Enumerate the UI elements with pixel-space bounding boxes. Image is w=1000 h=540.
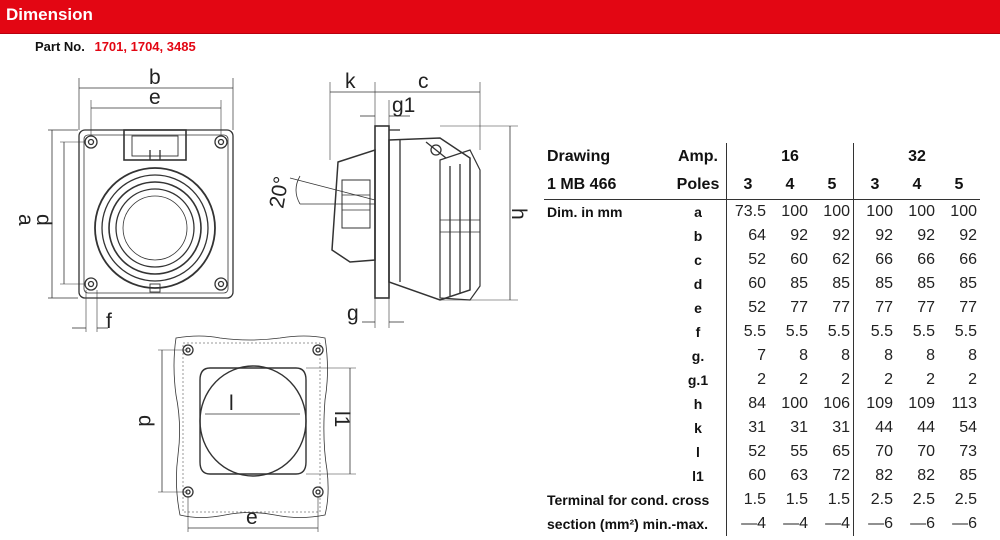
dim-value: 85: [959, 467, 977, 484]
dim-value: 5.5: [912, 323, 935, 340]
amp-16-header: 16: [727, 143, 854, 171]
dim-value: 5.5: [727, 320, 770, 344]
dim-value: 31: [790, 419, 808, 436]
dim-value: 44: [854, 416, 897, 440]
dim-symbol: e: [694, 300, 702, 316]
dim-symbol: g.1: [687, 372, 709, 388]
dim-value: 92: [790, 227, 808, 244]
dim-label-b: b: [149, 66, 161, 89]
dim-value: 85: [854, 272, 897, 296]
dim-value: 92: [959, 227, 977, 244]
terminal-max-value: —6: [952, 515, 977, 532]
terminal-row-min: [544, 488, 980, 512]
dim-value: 64: [727, 224, 770, 248]
dim-value: 109: [908, 395, 935, 412]
dim-value: 70: [917, 443, 935, 460]
dim-value: 54: [959, 419, 977, 436]
amp-label: Amp.: [678, 148, 718, 165]
dim-value: 5.5: [954, 323, 977, 340]
dim-value: 77: [959, 299, 977, 316]
table-row: [544, 224, 980, 248]
dim-value: 85: [959, 275, 977, 292]
dim-value: 60: [727, 272, 770, 296]
part-number-label: Part No.: [35, 39, 85, 54]
dim-value: 106: [823, 395, 850, 412]
dim-value: 5.5: [827, 323, 850, 340]
dim-value: 85: [790, 275, 808, 292]
dim-value: 73: [959, 443, 977, 460]
side-view: [290, 82, 518, 328]
dim-label-g: g: [347, 302, 359, 325]
table-row: [544, 320, 980, 344]
dim-value: 92: [854, 224, 897, 248]
dim-unit-label: [544, 272, 670, 296]
dim-symbol: c: [694, 252, 702, 268]
front-view: [48, 78, 233, 332]
dim-symbol: f: [695, 324, 701, 340]
dim-symbol: l: [696, 444, 700, 460]
dim-value: 8: [854, 344, 897, 368]
dim-value: 66: [854, 248, 897, 272]
terminal-max-value: —4: [825, 515, 850, 532]
table-row: [544, 392, 980, 416]
dim-value: 8: [926, 347, 935, 364]
dim-unit-label: [544, 416, 670, 440]
dim-symbol: l1: [692, 468, 704, 484]
dim-label-d: d: [32, 214, 55, 226]
dim-value: 31: [727, 416, 770, 440]
dim-value: 100: [781, 203, 808, 220]
dim-value: 60: [727, 464, 770, 488]
dim-value: 2: [854, 368, 897, 392]
dim-label-h: h: [507, 208, 530, 220]
table-head-row-amp: [544, 143, 980, 171]
dim-value: 2: [968, 371, 977, 388]
dim-value: 82: [917, 467, 935, 484]
dim-value: 109: [854, 392, 897, 416]
poles-header: 3: [854, 171, 897, 200]
dim-label-g1: g1: [392, 94, 416, 117]
dim-value: 77: [854, 296, 897, 320]
dim-value: 52: [727, 440, 770, 464]
dim-value: 100: [908, 203, 935, 220]
dim-value: 66: [917, 251, 935, 268]
dim-unit-label: [544, 320, 670, 344]
poles-header: 5: [938, 171, 980, 200]
dim-symbol: h: [693, 396, 703, 412]
dim-value: 77: [790, 299, 808, 316]
poles-header: 4: [769, 171, 811, 200]
dim-value: 82: [854, 464, 897, 488]
table-row: [544, 248, 980, 272]
cutout-label-e: e: [246, 506, 258, 529]
dim-value: 5.5: [854, 320, 897, 344]
dim-value: 113: [951, 395, 977, 412]
dim-value: 60: [790, 251, 808, 268]
dim-value: 63: [790, 467, 808, 484]
terminal-max-value: —6: [910, 515, 935, 532]
dim-unit-label: [544, 224, 670, 248]
dim-value: 2: [799, 371, 808, 388]
dim-label-angle: 20°: [265, 174, 294, 211]
terminal-max-value: —4: [727, 512, 770, 536]
table-row: [544, 272, 980, 296]
dim-value: 92: [832, 227, 850, 244]
dim-value: 55: [790, 443, 808, 460]
dim-value: 85: [917, 275, 935, 292]
dim-value: 65: [832, 443, 850, 460]
dim-value: 70: [854, 440, 897, 464]
table-head-row-poles: [544, 171, 980, 200]
cutout-label-l1: l1: [330, 411, 353, 428]
dim-value: 72: [832, 467, 850, 484]
table-row: [544, 368, 980, 392]
terminal-min-value: 2.5: [954, 491, 977, 508]
dimension-rows: [544, 200, 980, 489]
dim-value: 2: [926, 371, 935, 388]
dim-value: 100: [823, 203, 850, 220]
cutout-label-d: d: [134, 415, 157, 427]
dim-value: 5.5: [785, 323, 808, 340]
dim-label-e: e: [149, 86, 161, 109]
amp-32-header: 32: [854, 143, 981, 171]
poles-header: 5: [811, 171, 854, 200]
dim-value: 84: [727, 392, 770, 416]
dim-unit-label: [544, 344, 670, 368]
dimension-table: [544, 143, 980, 536]
terminal-min-value: 2.5: [854, 488, 897, 512]
dim-symbol: k: [694, 420, 702, 436]
table-row: [544, 464, 980, 488]
dim-value: 52: [727, 296, 770, 320]
terminal-max-value: —6: [854, 512, 897, 536]
part-number-values: 1701, 1704, 3485: [94, 39, 196, 54]
table-row: [544, 344, 980, 368]
dim-value: 100: [950, 203, 977, 220]
dim-unit-label: [544, 440, 670, 464]
dim-value: 92: [917, 227, 935, 244]
terminal-row-max: [544, 512, 980, 536]
terminal-min-value: 1.5: [827, 491, 850, 508]
section-title: Dimension: [6, 5, 93, 24]
dim-value: 8: [968, 347, 977, 364]
dim-label-a: a: [14, 214, 37, 226]
dim-value: 7: [727, 344, 770, 368]
dim-label-f: f: [106, 310, 112, 333]
terminal-label-line2: section (mm²) min.-max.: [547, 516, 709, 532]
drawing-number: 1 MB 466: [544, 171, 670, 200]
poles-label: Poles: [670, 171, 727, 200]
drawing-label: Drawing: [547, 148, 611, 165]
table-row: [544, 200, 980, 225]
dim-value: 31: [832, 419, 850, 436]
dim-value: 77: [917, 299, 935, 316]
table-row: [544, 440, 980, 464]
dim-value: 100: [854, 200, 897, 225]
dim-value: 62: [832, 251, 850, 268]
dim-value: 2: [841, 371, 850, 388]
dim-unit-label: [544, 368, 670, 392]
dim-value: 66: [959, 251, 977, 268]
dim-unit-label: [544, 464, 670, 488]
dim-unit-label: [544, 296, 670, 320]
dim-unit-label: Dim. in mm: [547, 204, 623, 220]
terminal-min-value: 1.5: [785, 491, 808, 508]
dim-value: 100: [781, 395, 808, 412]
dim-label-k: k: [345, 70, 356, 93]
terminal-min-value: 2.5: [912, 491, 935, 508]
dim-value: 85: [832, 275, 850, 292]
dim-unit-label: [544, 392, 670, 416]
dim-symbol: g.: [691, 348, 705, 364]
poles-header: 4: [896, 171, 938, 200]
table-row: [544, 296, 980, 320]
panel-cutout-view: [158, 336, 356, 532]
terminal-max-value: —4: [783, 515, 808, 532]
dim-value: 77: [832, 299, 850, 316]
dim-value: 44: [917, 419, 935, 436]
terminal-min-value: 1.5: [727, 488, 770, 512]
terminal-label-line1: Terminal for cond. cross: [547, 492, 710, 508]
dim-value: 2: [727, 368, 770, 392]
dim-label-c: c: [418, 70, 429, 93]
dim-value: 8: [799, 347, 808, 364]
poles-header: 3: [727, 171, 770, 200]
dim-symbol: b: [693, 228, 703, 244]
dim-unit-label: [544, 248, 670, 272]
dim-value: 52: [727, 248, 770, 272]
dim-symbol: d: [693, 276, 703, 292]
dim-value: 8: [841, 347, 850, 364]
dim-value: 73.5: [727, 200, 770, 225]
dim-symbol: a: [694, 204, 702, 220]
cutout-label-l: l: [229, 392, 234, 415]
table-row: [544, 416, 980, 440]
